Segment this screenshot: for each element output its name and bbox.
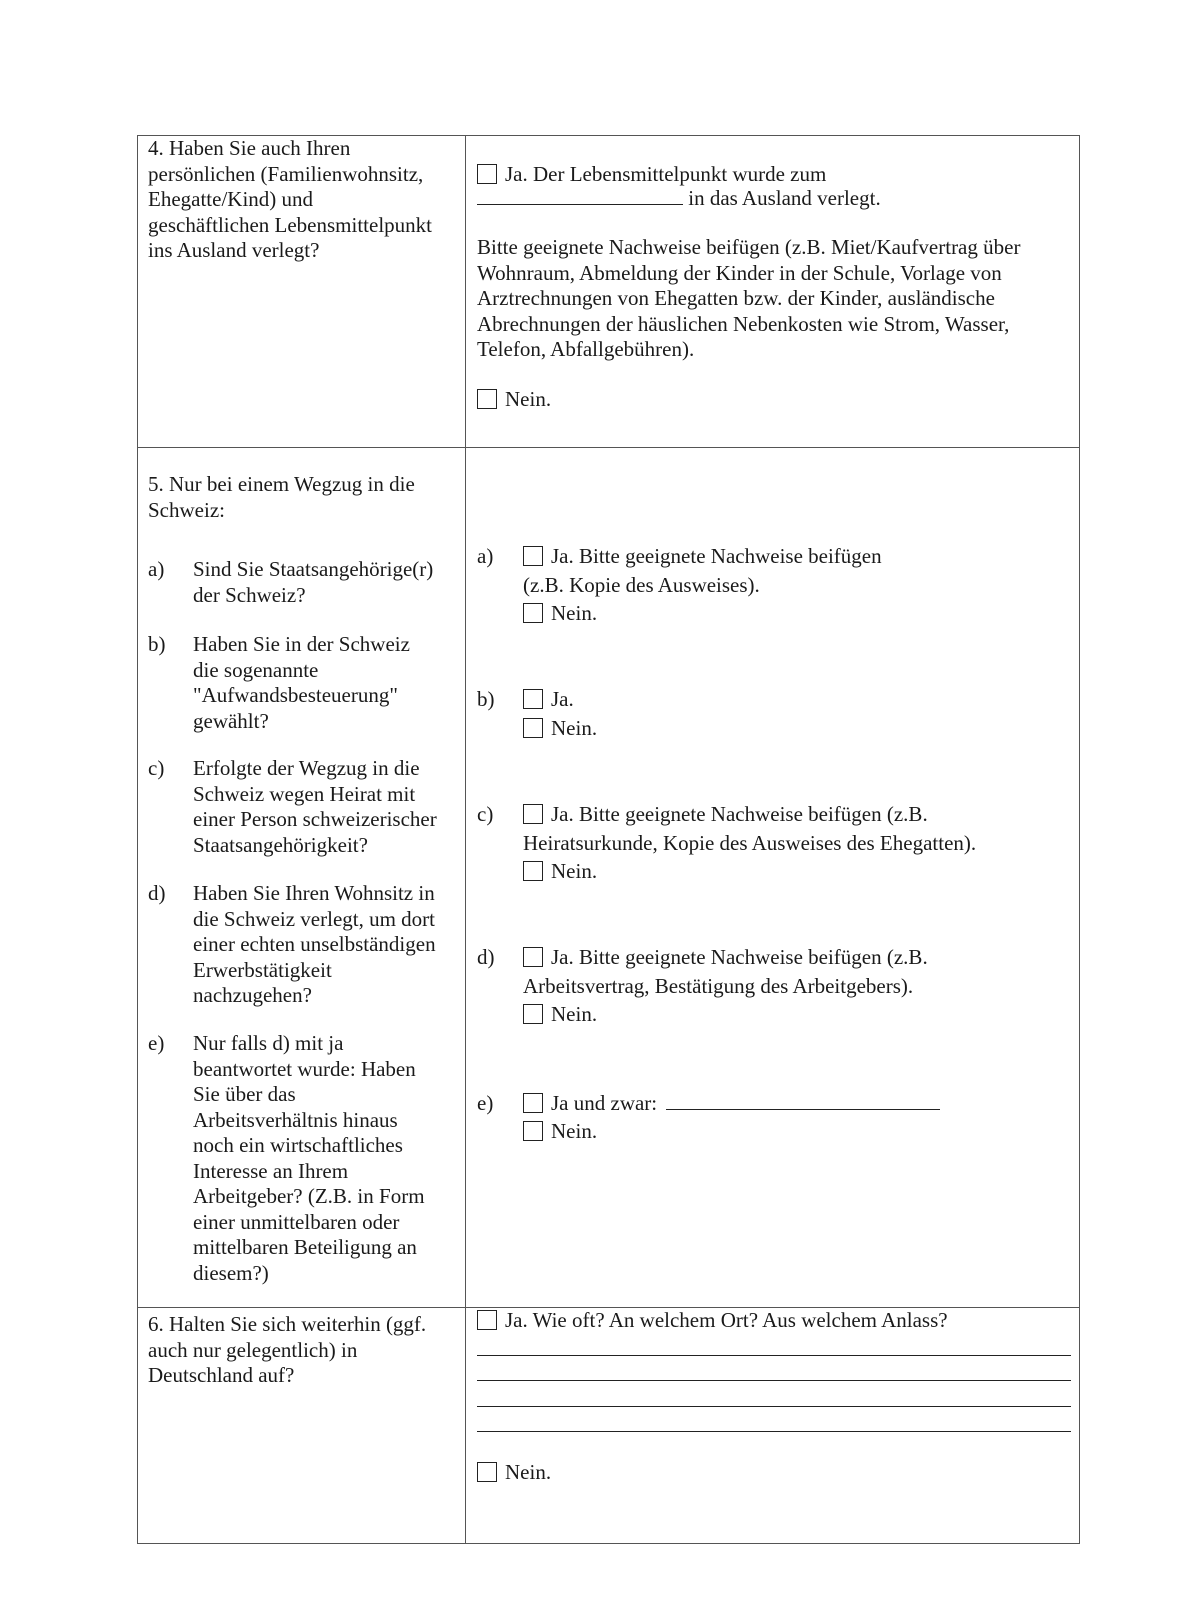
- q6-no-option: [477, 1460, 551, 1486]
- q5-answer-b-letter: b): [477, 687, 495, 711]
- q5c-no-label: Nein.: [551, 859, 598, 883]
- q5a-yes-checkbox[interactable]: [523, 546, 543, 566]
- q4-no-checkbox[interactable]: [477, 389, 497, 409]
- q5-answer-d-no: [523, 1002, 597, 1028]
- sub-letter: a): [148, 557, 165, 581]
- q5a-yes-continuation: (z.B. Kopie des Ausweises).: [523, 573, 760, 597]
- question-5-text: 5. Nur bei einem Wegzug in die Schweiz:: [148, 472, 415, 522]
- q4-date-blank[interactable]: [477, 186, 683, 205]
- q5b-yes-checkbox[interactable]: [523, 689, 543, 709]
- q5-answer-a-no: [523, 601, 597, 627]
- q6-no-label: Nein.: [505, 1460, 552, 1484]
- q4-yes-tail: in das Ausland verlegt.: [688, 186, 881, 210]
- q5-answer-d-letter: d): [477, 945, 495, 969]
- q5d-no-label: Nein.: [551, 1002, 598, 1026]
- q4-yes-label: Ja. Der Lebensmittelpunkt wurde zum: [505, 162, 827, 186]
- sub-text: Haben Sie in der Schweiz die sogenannte "Aufwandsbesteuerung" gewählt?: [193, 632, 410, 733]
- sub-text: Nur falls d) mit ja beantwortet wurde: Haben Sie über das Arbeitsverhältnis hinaus noch ein wirtschaftliches Interesse an Ihrem Arbeitgeber? (Z.B. in Form einer unmittelbaren oder mittelbaren Beteiligung an diesem?): [193, 1031, 425, 1285]
- q5-answer-e-yes: [523, 1091, 1073, 1117]
- q5-answer-b-yes: [523, 687, 574, 713]
- q5-answer-a-yes: [523, 544, 1063, 570]
- q5c-yes-label: Ja. Bitte geeignete Nachweise beifügen (z.B.: [551, 802, 928, 826]
- q4-proof-note: Bitte geeignete Nachweise beifügen (z.B. Miet/Kaufvertrag über Wohnraum, Abmeldung der Kinder in der Schule, Vorlage von Arztrechnungen von Ehegatten bzw. der Kinder, ausländische Abrechnungen der häuslichen Nebenkosten wie Strom, Wasser, Telefon, Abfallgebühren).: [477, 235, 1021, 361]
- q5b-yes-label: Ja.: [551, 687, 574, 711]
- q4-no-option: [477, 387, 551, 413]
- q5e-yes-label: Ja und zwar:: [551, 1091, 658, 1115]
- q6-answer-line[interactable]: [477, 1355, 1071, 1356]
- q4-yes-checkbox[interactable]: [477, 164, 497, 184]
- q4-no-label: Nein.: [505, 387, 552, 411]
- q5e-no-label: Nein.: [551, 1119, 598, 1143]
- q5-answer-d-yes: [523, 945, 1073, 971]
- q5-answer-c-letter: c): [477, 802, 494, 826]
- q5d-yes-label: Ja. Bitte geeignete Nachweise beifügen (z.B.: [551, 945, 928, 969]
- sub-text: Haben Sie Ihren Wohnsitz in die Schweiz verlegt, um dort einer echten unselbständigen Erwerbstätigkeit nachzugehen?: [193, 881, 436, 1007]
- q6-answer-line[interactable]: [477, 1431, 1071, 1432]
- q5a-no-label: Nein.: [551, 601, 598, 625]
- sub-text: Sind Sie Staatsangehörige(r) der Schweiz?: [193, 557, 434, 607]
- q5b-no-checkbox[interactable]: [523, 718, 543, 738]
- q5e-detail-blank[interactable]: [666, 1091, 940, 1110]
- q5d-yes-checkbox[interactable]: [523, 947, 543, 967]
- q5-answer-c-no: [523, 859, 597, 885]
- q4-date-line: [477, 186, 1067, 212]
- q5a-no-checkbox[interactable]: [523, 603, 543, 623]
- question-4-text: 4. Haben Sie auch Ihren persönlichen (Familienwohnsitz, Ehegatte/Kind) und geschäftlichen Lebensmittelpunkt ins Ausland verlegt?: [148, 136, 432, 262]
- q5-answer-e-letter: e): [477, 1091, 494, 1115]
- q6-yes-option: [477, 1308, 1072, 1334]
- q6-yes-label: Ja. Wie oft? An welchem Ort? Aus welchem Anlass?: [505, 1308, 948, 1332]
- q6-answer-line[interactable]: [477, 1380, 1071, 1381]
- q5-answer-c-yes: [523, 802, 1073, 828]
- row-divider: [138, 447, 1079, 448]
- q5e-yes-checkbox[interactable]: [523, 1093, 543, 1113]
- questionnaire-table: [137, 135, 1080, 1544]
- q5b-no-label: Nein.: [551, 716, 598, 740]
- q6-yes-checkbox[interactable]: [477, 1310, 497, 1330]
- q5e-no-checkbox[interactable]: [523, 1121, 543, 1141]
- sub-letter: e): [148, 1031, 165, 1055]
- sub-letter: d): [148, 881, 166, 905]
- q5d-no-checkbox[interactable]: [523, 1004, 543, 1024]
- q5-answer-a-letter: a): [477, 544, 494, 568]
- q5c-yes-checkbox[interactable]: [523, 804, 543, 824]
- column-divider: [465, 136, 466, 1543]
- sub-letter: b): [148, 632, 166, 656]
- question-6-text: 6. Halten Sie sich weiterhin (ggf. auch nur gelegentlich) in Deutschland auf?: [148, 1312, 427, 1387]
- q5-answer-b-no: [523, 716, 597, 742]
- q6-no-checkbox[interactable]: [477, 1462, 497, 1482]
- q5c-no-checkbox[interactable]: [523, 861, 543, 881]
- q5c-yes-continuation: Heiratsurkunde, Kopie des Ausweises des Ehegatten).: [523, 831, 977, 855]
- q5-answer-e-no: [523, 1119, 597, 1145]
- q5a-yes-label: Ja. Bitte geeignete Nachweise beifügen: [551, 544, 882, 568]
- q4-yes-option: [477, 162, 1067, 188]
- sub-text: Erfolgte der Wegzug in die Schweiz wegen Heirat mit einer Person schweizerischer Staatsangehörigkeit?: [193, 756, 437, 857]
- sub-letter: c): [148, 756, 165, 780]
- q6-answer-line[interactable]: [477, 1406, 1071, 1407]
- q5d-yes-continuation: Arbeitsvertrag, Bestätigung des Arbeitgebers).: [523, 974, 914, 998]
